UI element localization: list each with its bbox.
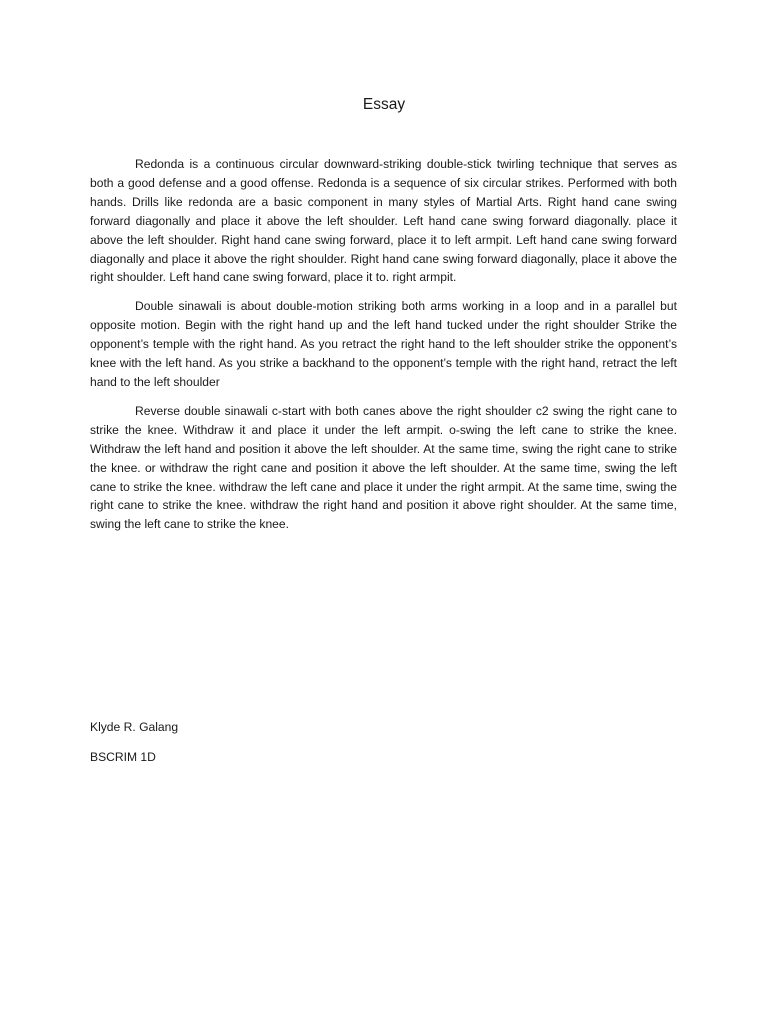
essay-body — [90, 155, 677, 544]
essay-title: Essay — [362, 96, 406, 113]
paragraph-reverse-double-sinawali: Reverse double sinawali c-start with both canes above the right shoulder c2 swing the right cane to strike the knee. Withdraw it and place it under the left armpit. o-swing the left cane to strike the knee. Withdraw the left hand and position it above the left shoulder. At the same time, swing the right cane to strike the knee. or withdraw the right cane and position it above the left shoulder. At the same time, swing the left cane to strike the knee. withdraw the left cane and place it under the right armpit. At the same time, swing the right cane to strike the knee. withdraw the right hand and position it above right shoulder. At the same time, swing the left cane to strike the knee. — [90, 403, 677, 532]
paragraph-double-sinawali: Double sinawali is about double-motion striking both arms working in a loop and in a parallel but opposite motion. Begin with the right hand up and the left hand tucked under the right shoulder Strike the opponent’s temple with the right hand. As you retract the right hand to the left shoulder strike the opponent’s knee with the left hand. As you strike a backhand to the opponent’s temple with the right hand, retract the left hand to the left shoulder — [90, 299, 677, 389]
paragraph-redonda: Redonda is a continuous circular downward-striking double-stick twirling technique that serves as both a good defense and a good offense. Redonda is a sequence of six circular strikes. Performed with both hands. Drills like redonda are a basic component in many styles of Martial Arts. Right hand cane swing forward diagonally and place it above the left shoulder. Left hand cane swing forward diagonally. place it above the left shoulder. Right hand cane swing forward, place it to left armpit. Left hand cane swing forward diagonally and place it above the right shoulder. Right hand cane swing forward diagonally, place it above the right shoulder. Left hand cane swing forward, place it to. right armpit. — [90, 157, 677, 285]
author-name: Klyde R. Galang — [90, 720, 179, 734]
author-section: BSCRIM 1D — [90, 749, 156, 764]
signature-block — [90, 718, 490, 778]
